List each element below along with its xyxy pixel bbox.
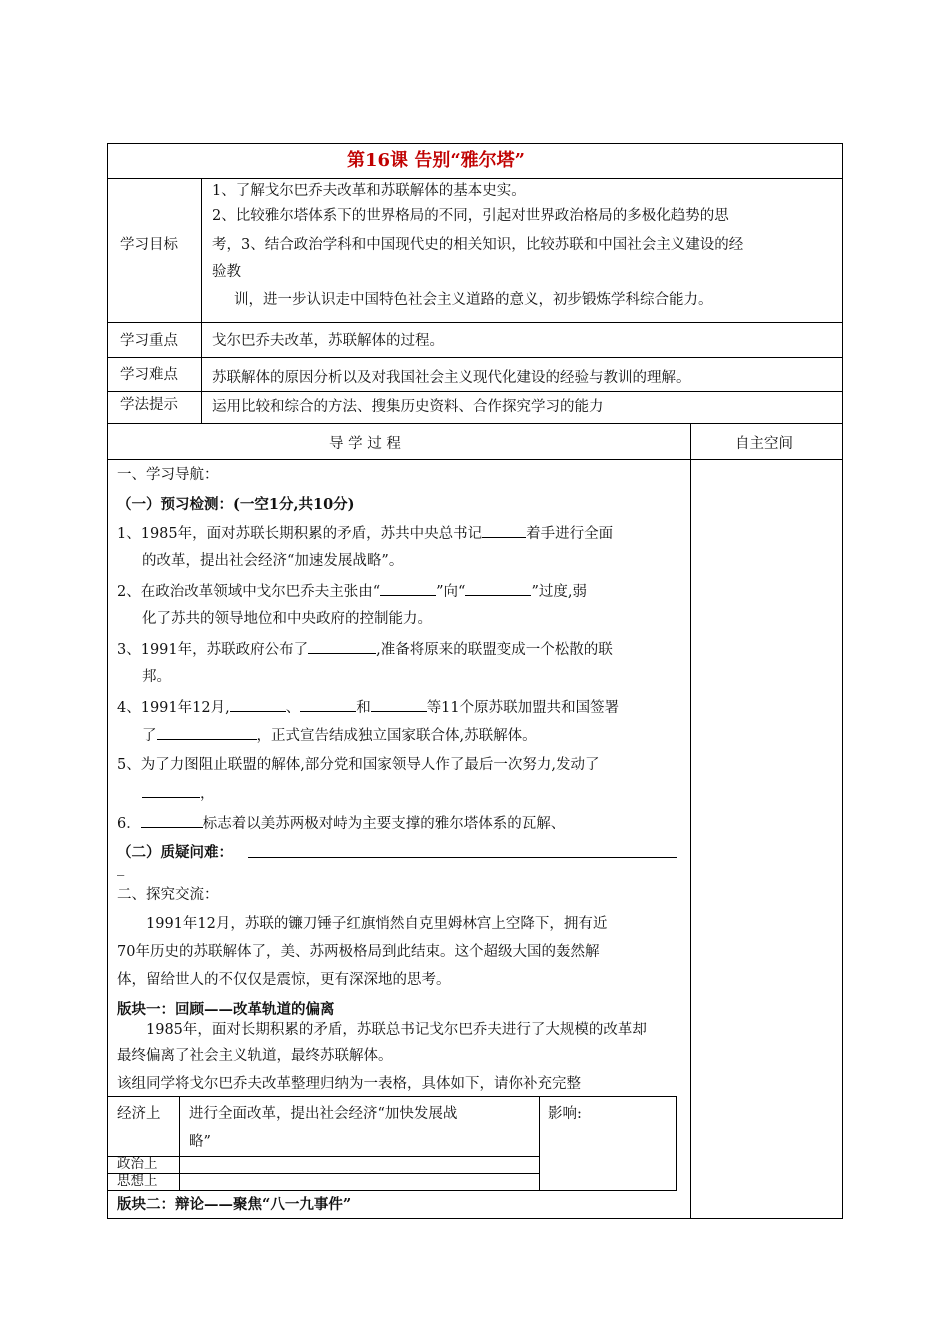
reform-impact-label: 影响: — [548, 1106, 582, 1122]
question-5-line-1: 5、为了力图阻止联盟的解体,部分党和国家领导人作了最后一次努力,发动了 — [117, 757, 600, 773]
block1-line-2: 最终偏离了社会主义轨道，最终苏联解体。 — [117, 1048, 393, 1064]
q4-text-f: ，正式宣告结成独立国家联合体,苏联解体。 — [256, 728, 537, 744]
q1-text-b: 着手进行全面 — [526, 526, 614, 542]
explore-heading: 二、探究交流： — [117, 887, 219, 903]
doubt-tail: _ — [117, 860, 125, 876]
q3-text-a: 3、1991年，苏联政府公布了 — [117, 642, 309, 658]
explore-line-1: 1991年12月，苏联的镰刀锤子红旗悄然自克里姆林宫上空降下，拥有近 — [146, 916, 608, 932]
lesson-title: 第16课 告别“雅尔塔” — [347, 150, 526, 171]
question-1-line-1 — [117, 523, 613, 544]
reform-row2-divider — [107, 1173, 540, 1174]
reform-politics-label: 政治上 — [117, 1156, 158, 1172]
q1-blank[interactable] — [482, 523, 526, 538]
question-3-line-1 — [117, 639, 613, 660]
reform-col1-divider — [179, 1096, 180, 1191]
reform-ideology-label: 思想上 — [117, 1173, 158, 1189]
title-divider — [107, 178, 843, 179]
reform-table-right — [676, 1096, 677, 1191]
question-5-line-2 — [142, 783, 215, 804]
q5-blank[interactable] — [142, 783, 200, 798]
difficulty-label: 学习难点 — [120, 367, 178, 383]
question-1-line-2: 的改革，提出社会经济“加速发展战略”。 — [142, 553, 404, 569]
reform-econ-text-2: 略” — [189, 1134, 211, 1150]
q6-blank[interactable] — [141, 813, 203, 828]
q1-text-a: 1、1985年，面对苏联长期积累的矛盾，苏共中央总书记 — [117, 526, 483, 542]
difficulty-divider — [107, 391, 843, 392]
q2-blank-2[interactable] — [465, 581, 531, 596]
goals-line-2: 2、比较雅尔塔体系下的世界格局的不同，引起对世界政治格局的多极化趋势的思 — [212, 208, 729, 224]
block1-heading: 版块一：回顾——改革轨道的偏离 — [117, 1001, 335, 1018]
q5-text-b: ， — [200, 786, 215, 802]
process-space-divider — [690, 423, 691, 1219]
method-label: 学法提示 — [120, 397, 178, 413]
goals-line-4: 验教 — [212, 264, 241, 280]
q4-text-d: 等11个原苏联加盟共和国签署 — [426, 700, 620, 716]
doubt-heading: （二）质疑问难： — [117, 844, 233, 861]
key-text: 戈尔巴乔夫改革，苏联解体的过程。 — [212, 333, 444, 349]
q4-text-e: 了 — [142, 728, 157, 744]
difficulty-text: 苏联解体的原因分析以及对我国社会主义现代化建设的经验与教训的理解。 — [212, 370, 691, 386]
reform-row1-divider — [107, 1156, 540, 1157]
nav-heading: 一、学习导航： — [117, 467, 219, 483]
goals-line-5: 训，进一步认识走中国特色社会主义道路的意义，初步锻炼学科综合能力。 — [234, 292, 713, 308]
explore-line-3: 体，留给世人的不仅仅是震惊，更有深深地的思考。 — [117, 972, 451, 988]
question-4-line-1 — [117, 697, 619, 718]
q3-text-b: ,准备将原来的联盟变成一个松散的联 — [376, 642, 613, 658]
method-text: 运用比较和综合的方法、搜集历史资料、合作探究学习的能力 — [212, 399, 604, 415]
question-4-line-2 — [142, 725, 537, 746]
q4-text-a: 4、1991年12月, — [117, 700, 230, 716]
explore-line-2: 70年历史的苏联解体了，美、苏两极格局到此结束。这个超级大国的轰然解 — [117, 944, 600, 960]
doubt-answer-line[interactable] — [248, 857, 677, 858]
block2-heading: 版块二：辩论——聚焦“八一九事件” — [117, 1196, 352, 1213]
q4-blank-2[interactable] — [300, 697, 356, 712]
outer-top-border — [107, 143, 843, 144]
q4-blank-1[interactable] — [230, 697, 286, 712]
method-divider — [107, 423, 843, 424]
goals-line-1: 1、了解戈尔巴乔夫改革和苏联解体的基本史实。 — [212, 183, 526, 199]
key-divider — [107, 357, 843, 358]
key-label: 学习重点 — [120, 333, 178, 349]
q2-text-a: 2、在政治改革领域中戈尔巴乔夫主张由“ — [117, 584, 381, 600]
q3-blank[interactable] — [308, 639, 376, 654]
q6-text-a: 6． — [117, 816, 141, 832]
reform-econ-label: 经济上 — [117, 1106, 161, 1122]
q4-text-b: 、 — [285, 700, 301, 716]
question-6 — [117, 813, 565, 834]
block1-line-3: 该组同学将戈尔巴乔夫改革整理归纳为一表格，具体如下，请你补充完整 — [117, 1076, 581, 1092]
question-3-line-2: 邦。 — [142, 669, 171, 685]
goals-divider — [107, 322, 843, 323]
reform-table-top — [107, 1096, 677, 1097]
outer-bottom-border — [107, 1218, 843, 1219]
process-header-divider — [107, 459, 843, 460]
space-header: 自主空间 — [735, 436, 793, 452]
reform-col2-divider — [539, 1096, 540, 1191]
goals-line-3: 考，3、结合政治学科和中国现代史的相关知识，比较苏联和中国社会主义建设的经 — [212, 237, 744, 253]
preview-heading: （一）预习检测：(一空1分,共10分) — [117, 496, 355, 513]
outer-left-border — [107, 143, 108, 1219]
q4-blank-3[interactable] — [371, 697, 427, 712]
q2-blank-1[interactable] — [380, 581, 436, 596]
reform-econ-text-1: 进行全面改革，提出社会经济“加快发展战 — [189, 1106, 458, 1122]
info-label-divider — [201, 178, 202, 424]
question-2-line-2: 化了苏共的领导地位和中央政府的控制能力。 — [142, 611, 432, 627]
reform-table-bottom — [107, 1190, 677, 1191]
outer-right-border — [842, 143, 843, 1219]
block1-line-1: 1985年，面对长期积累的矛盾，苏联总书记戈尔巴乔夫进行了大规模的改革却 — [146, 1022, 647, 1038]
q2-text-c: ”过度,弱 — [531, 584, 587, 600]
goals-label: 学习目标 — [120, 237, 178, 253]
q6-text-b: 标志着以美苏两极对峙为主要支撑的雅尔塔体系的瓦解、 — [202, 816, 566, 832]
q4-blank-4[interactable] — [157, 725, 257, 740]
process-header: 导 学 过 程 — [329, 436, 401, 452]
question-2-line-1 — [117, 581, 587, 602]
q2-text-b: ”向“ — [436, 584, 466, 600]
q4-text-c: 和 — [356, 700, 371, 716]
